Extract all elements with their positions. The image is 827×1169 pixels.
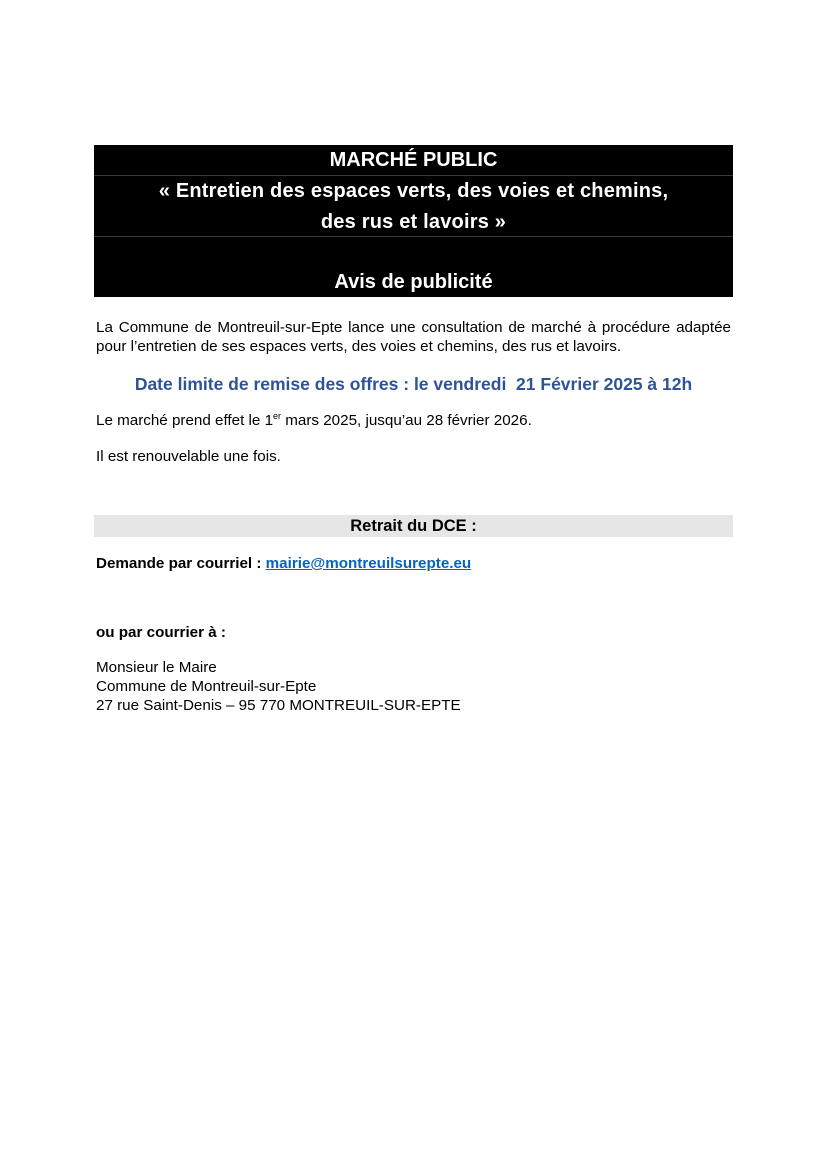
postal-label: ou par courrier à : — [96, 624, 226, 641]
email-request-line — [96, 554, 471, 573]
address-organisation: Commune de Montreuil-sur-Epte — [96, 678, 317, 695]
intro-paragraph: La Commune de Montreuil-sur-Epte lance une consultation de marché à procédure adaptée pour l’entretien de ses espaces verts, des voies et chemins, des rus et lavoirs. — [96, 319, 731, 355]
address-street: 27 rue Saint-Denis – 95 770 MONTREUIL-SUR-EPTE — [96, 697, 461, 714]
contract-subject — [94, 176, 733, 237]
header-box — [94, 145, 733, 297]
page-title: MARCHÉ PUBLIC — [94, 145, 733, 176]
effect-ordinal-suffix: er — [273, 411, 282, 421]
notice-type-heading: Avis de publicité — [334, 271, 493, 293]
renewal-paragraph: Il est renouvelable une fois. — [96, 448, 281, 465]
email-label: Demande par courriel : — [96, 555, 266, 572]
subject-line-1: « Entretien des espaces verts, des voies et chemins, — [158, 180, 669, 202]
retrait-dce-heading: Retrait du DCE : — [94, 515, 733, 537]
effect-text-start: Le marché prend effet le 1 — [96, 412, 274, 429]
email-link[interactable]: mairie@montreuilsurepte.eu — [265, 555, 472, 572]
subject-line-2: des rus et lavoirs » — [320, 211, 507, 233]
address-recipient: Monsieur le Maire — [96, 659, 217, 676]
deadline-text: Date limite de remise des offres : le vendredi 21 Février 2025 à 12h — [134, 374, 693, 394]
effect-date-paragraph — [96, 411, 532, 430]
effect-text-end: mars 2025, jusqu’au 28 février 2026. — [281, 412, 532, 429]
